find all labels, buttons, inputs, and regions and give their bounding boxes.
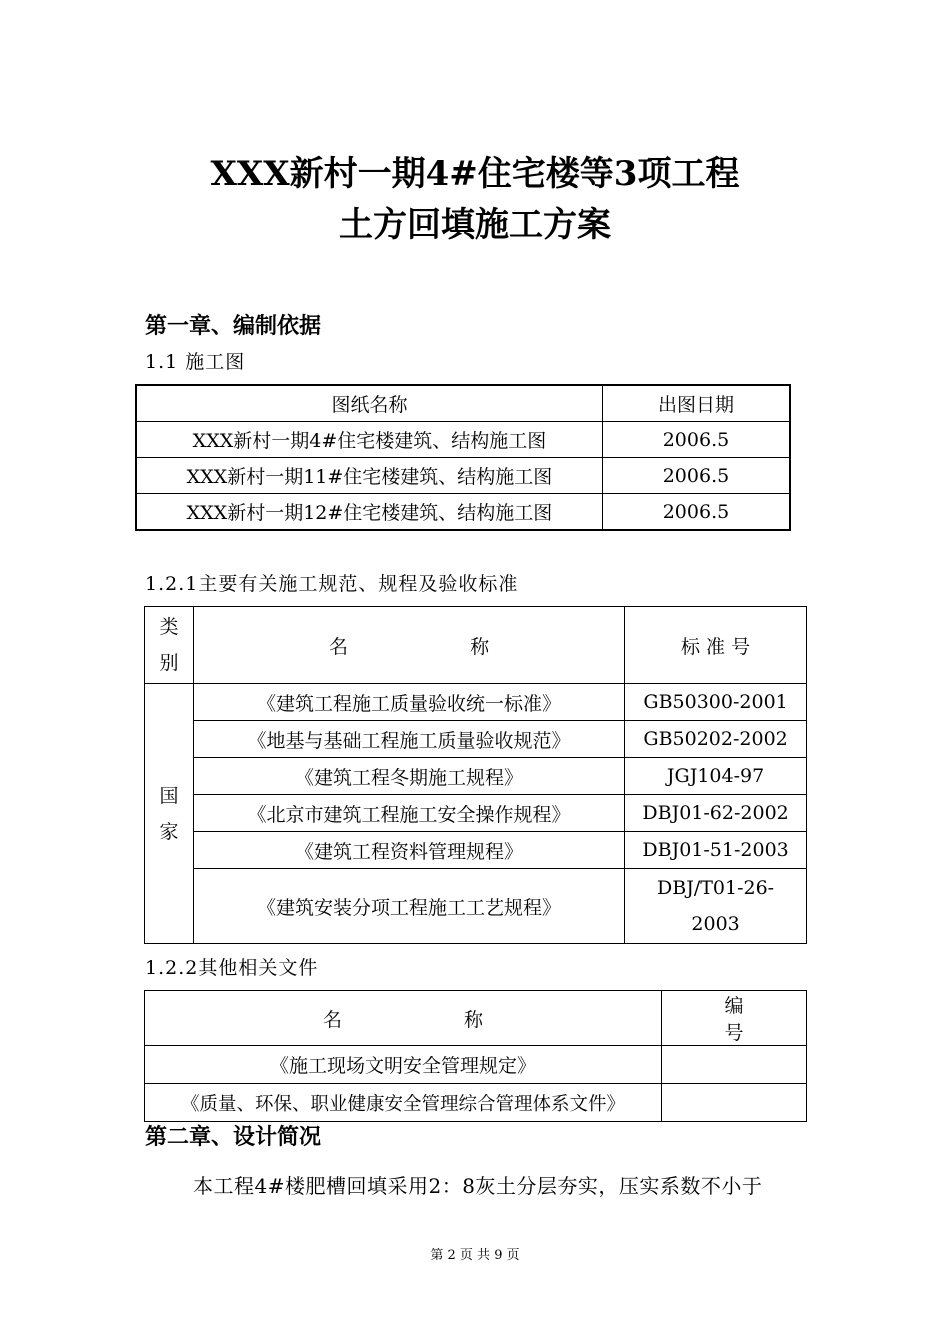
table-row [145,758,807,795]
drawings-table [135,384,791,531]
other-documents-table [144,990,807,1122]
document-name-cell: 《施工现场文明安全管理规定》 [145,1046,662,1084]
standard-name-cell: 《建筑工程施工质量验收统一标准》 [193,684,624,721]
header-document-number: 编 号 [662,991,807,1046]
document-number-cell [662,1046,807,1084]
header-document-name: 名 称 [145,991,662,1046]
standard-number-cell: JGJ104-97 [625,758,807,795]
table-row [145,1084,807,1122]
chapter2-heading: 第二章、设计简况 [145,1124,322,1150]
table-row [136,422,790,458]
standard-name-cell: 《北京市建筑工程施工安全操作规程》 [193,795,624,832]
section-1-2-1-heading: 1.2.1主要有关施工规范、规程及验收标准 [145,573,519,595]
standard-name-cell: 《建筑安装分项工程施工工艺规程》 [193,869,624,944]
header-category: 类别 [145,607,194,684]
standards-table [144,606,807,944]
page-footer: 第 2 页 共 9 页 [430,1248,520,1263]
document-title-line1: XXX新村一期4#住宅楼等3项工程 [210,154,740,194]
standard-number-cell: GB50300-2001 [625,684,807,721]
drawing-date-cell: 2006.5 [602,458,790,494]
section-1-1-heading: 1.1 施工图 [145,351,246,373]
drawing-date-cell: 2006.5 [602,422,790,458]
table-header-row [145,607,807,684]
design-overview-paragraph: 本工程4#楼肥槽回填采用2：8灰土分层夯实，压实系数不小于 [193,1174,763,1198]
drawing-name-cell: XXX新村一期11#住宅楼建筑、结构施工图 [136,458,602,494]
table-row [145,832,807,869]
table-row [136,458,790,494]
standard-name-cell: 《建筑工程资料管理规程》 [193,832,624,869]
header-drawing-date: 出图日期 [602,385,790,422]
table-row [145,1046,807,1084]
standard-name-cell: 《建筑工程冬期施工规程》 [193,758,624,795]
section-1-2-2-heading: 1.2.2其他相关文件 [145,957,319,979]
table-header-row [145,991,807,1046]
document-title-line2: 土方回填施工方案 [339,205,611,245]
drawing-date-cell: 2006.5 [602,494,790,531]
table-header-row [136,385,790,422]
table-row [145,795,807,832]
standard-number-cell: DBJ01-51-2003 [625,832,807,869]
header-drawing-name: 图纸名称 [136,385,602,422]
header-standard-name: 名 称 [193,607,624,684]
table-row [145,721,807,758]
standard-number-cell: DBJ01-62-2002 [625,795,807,832]
chapter1-heading: 第一章、编制依据 [145,313,322,339]
document-name-cell: 《质量、环保、职业健康安全管理综合管理体系文件》 [145,1084,662,1122]
table-row [136,494,790,531]
table-row [145,869,807,944]
table-row [145,684,807,721]
document-number-cell [662,1084,807,1122]
standard-number-cell: DBJ/T01-26-2003 [625,869,807,944]
standard-name-cell: 《地基与基础工程施工质量验收规范》 [193,721,624,758]
category-cell: 国家 [145,684,194,944]
drawing-name-cell: XXX新村一期4#住宅楼建筑、结构施工图 [136,422,602,458]
header-standard-number: 标 准 号 [625,607,807,684]
drawing-name-cell: XXX新村一期12#住宅楼建筑、结构施工图 [136,494,602,531]
standard-number-cell: GB50202-2002 [625,721,807,758]
